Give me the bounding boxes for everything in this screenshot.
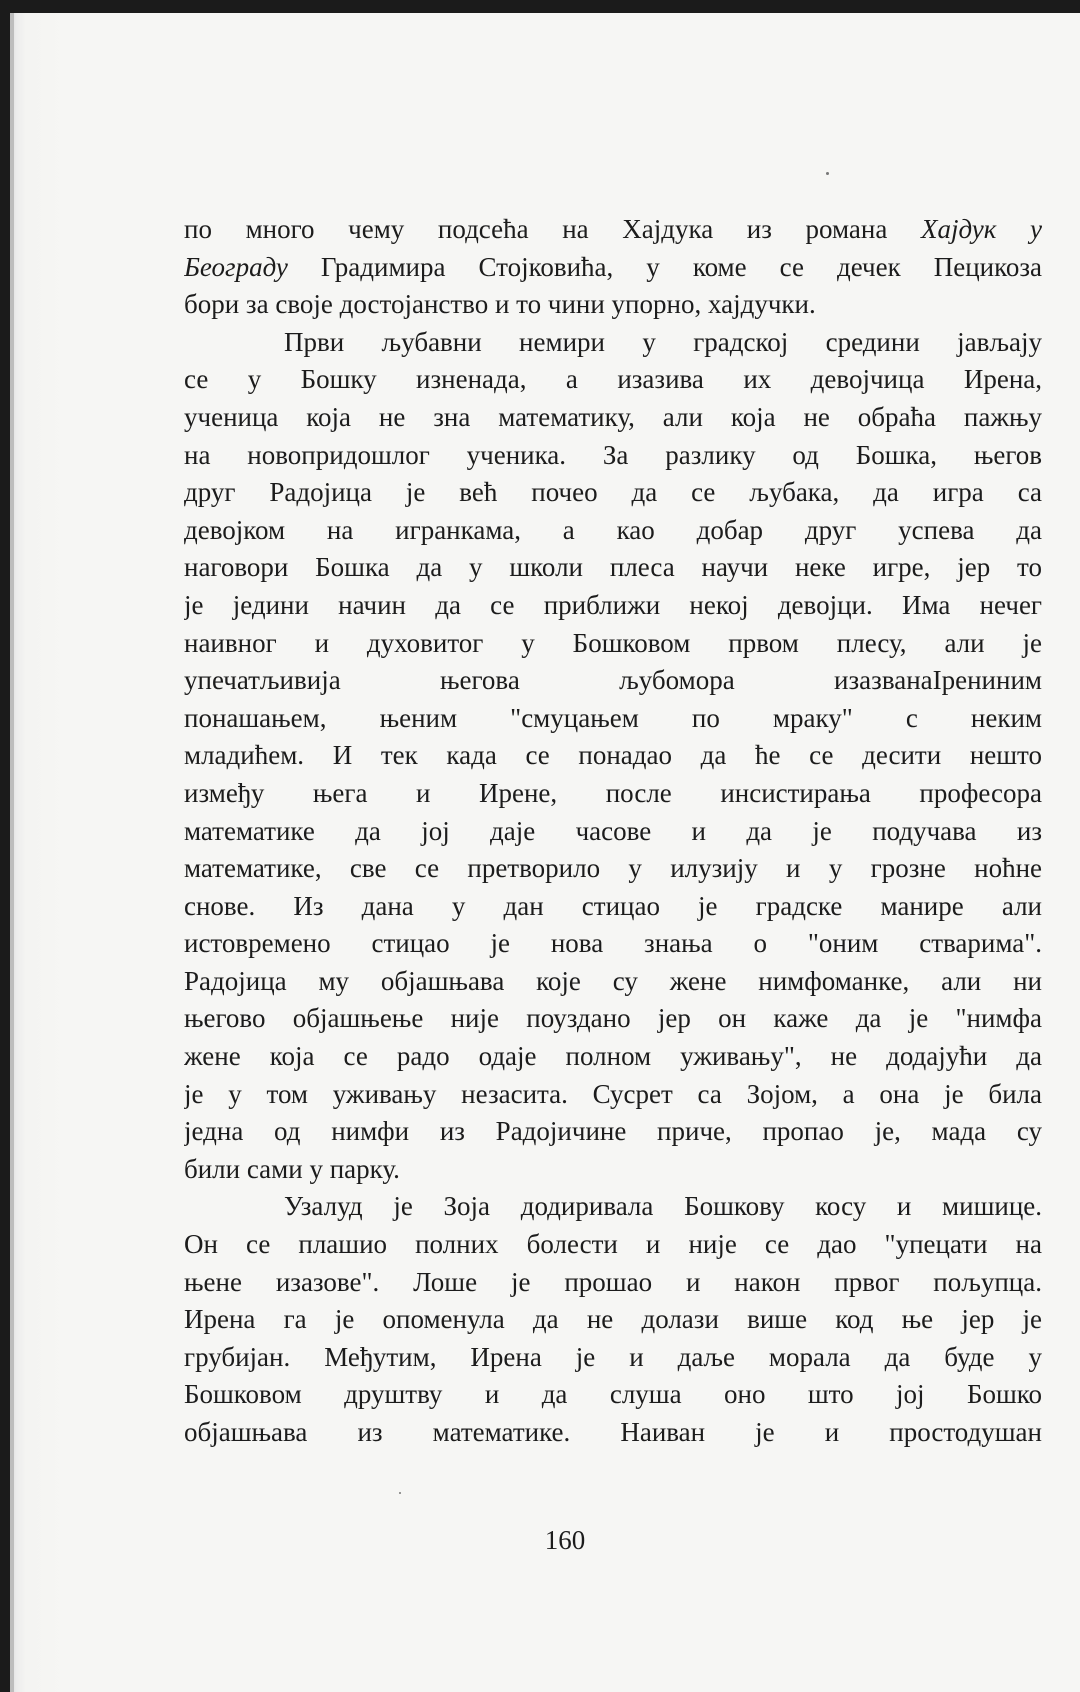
italic-title: Београду bbox=[184, 251, 288, 282]
text-segment: младићем. И тек када се понадао да ће се десити нешто bbox=[184, 740, 1042, 771]
text-line bbox=[184, 286, 1042, 324]
text-segment: је једини начин да се приближи некој девојци. Има нечег bbox=[184, 589, 1042, 620]
text-line bbox=[184, 437, 1042, 475]
text-line bbox=[184, 963, 1042, 1001]
text-segment: жене која се радо одаје полном уживању", не додајући да bbox=[184, 1041, 1042, 1072]
text-segment: грубијан. Међутим, Ирена је и даље морала да буде у bbox=[184, 1341, 1042, 1372]
text-segment: Узалуд је Зоја додиривала Бошкову косу и мишице. bbox=[284, 1191, 1042, 1222]
text-segment: Ирена га је опоменула да не долази више код ње јер је bbox=[184, 1304, 1042, 1335]
italic-title: Хајдук у bbox=[920, 214, 1042, 244]
text-line bbox=[184, 625, 1042, 663]
text-segment: наивног и духовитог у Бошковом првом плесу, али је bbox=[184, 627, 1042, 658]
text-line bbox=[184, 1038, 1042, 1076]
text-segment: ученица која не зна математику, али која не обраћа пажњу bbox=[184, 401, 1042, 432]
text-segment: снове. Из дана у дан стицао је градске манире али bbox=[184, 890, 1042, 921]
text-line bbox=[184, 1113, 1042, 1151]
text-line bbox=[184, 1264, 1042, 1302]
text-line bbox=[184, 399, 1042, 437]
text-line bbox=[184, 813, 1042, 851]
text-segment: математике да јој даје часове и да је подучава из bbox=[184, 815, 1042, 846]
text-segment: на новопридошлог ученика. За разлику од Бошка, његов bbox=[184, 439, 1042, 470]
text-segment: истовремено стицао је нова знања о "оним стварима". bbox=[184, 928, 1042, 959]
text-segment: је у том уживању незасита. Сусрет са Зојом, а она је била bbox=[184, 1078, 1042, 1109]
text-segment: Бошковом друштву и да слуша оно што јој Бошко bbox=[184, 1379, 1042, 1410]
text-segment: једна од нимфи из Радојичине приче, пропао је, мада су bbox=[184, 1116, 1042, 1147]
paper-speck bbox=[399, 1492, 401, 1494]
text-line bbox=[184, 850, 1042, 888]
page-number: 160 bbox=[544, 1525, 586, 1555]
text-segment: по много чему подсећа на Хајдука из романа bbox=[184, 214, 921, 244]
text-segment: математике, све се претворило у илузију и у грозне ноћне bbox=[184, 853, 1042, 884]
text-line bbox=[184, 587, 1042, 625]
text-line bbox=[184, 1301, 1042, 1339]
text-segment: наговори Бошка да у школи плеса научи неке игре, јер то bbox=[184, 552, 1042, 583]
text-segment: упечатљивија његова љубомора изазванаІрениним bbox=[184, 665, 1042, 696]
text-line bbox=[184, 1076, 1042, 1114]
text-segment: девојком на игранкама, а као добар друг успева да bbox=[184, 514, 1042, 545]
text-line bbox=[184, 1226, 1042, 1264]
text-segment: друг Радојица је већ почео да се љубака, да игра са bbox=[184, 477, 1042, 508]
text-line bbox=[184, 1188, 1042, 1226]
text-line bbox=[184, 700, 1042, 738]
text-segment: његово објашњење није поуздано јер он каже да је "нимфа bbox=[184, 1003, 1042, 1034]
text-line bbox=[184, 888, 1042, 926]
text-segment: били сами у парку. bbox=[184, 1153, 400, 1184]
text-line bbox=[184, 249, 1042, 287]
text-line bbox=[184, 512, 1042, 550]
text-line bbox=[184, 1376, 1042, 1414]
text-line bbox=[184, 1151, 1042, 1189]
text-line bbox=[184, 211, 1042, 249]
text-line bbox=[184, 775, 1042, 813]
text-line bbox=[184, 662, 1042, 700]
text-line bbox=[184, 361, 1042, 399]
text-segment: понашањем, њеним "смуцањем по мраку" с неким bbox=[184, 702, 1042, 733]
text-segment: се у Бошку изненада, а изазива их девојчица Ирена, bbox=[184, 364, 1042, 395]
page-edge-shadow bbox=[10, 13, 14, 1692]
book-page bbox=[10, 13, 1080, 1692]
body-text bbox=[184, 211, 1042, 1452]
text-segment: између њега и Ирене, после инсистирања професора bbox=[184, 777, 1042, 808]
paper-speck bbox=[826, 172, 829, 175]
text-line bbox=[184, 925, 1042, 963]
text-segment: бори за своје достојанство и то чини упорно, хајдучки. bbox=[184, 289, 816, 320]
text-segment: објашњава из математике. Наиван је и простодушан bbox=[184, 1417, 1042, 1447]
text-line bbox=[184, 1000, 1042, 1038]
text-line bbox=[184, 737, 1042, 775]
text-segment: Први љубавни немири у градској средини јављају bbox=[284, 326, 1042, 357]
text-segment: Он се плашио полних болести и није се дао "упецати на bbox=[184, 1229, 1042, 1260]
text-line bbox=[184, 474, 1042, 512]
text-segment: Радојица му објашњава које су жене нимфоманке, али ни bbox=[184, 965, 1042, 996]
text-line bbox=[184, 1339, 1042, 1377]
text-segment: њене изазове". Лоше је прошао и након првог пољупца. bbox=[184, 1266, 1042, 1297]
text-line bbox=[184, 1414, 1042, 1452]
text-line bbox=[184, 549, 1042, 587]
text-line bbox=[184, 324, 1042, 362]
text-segment: Градимира Стојковића, у коме се дечек Пецикоза bbox=[287, 251, 1042, 282]
